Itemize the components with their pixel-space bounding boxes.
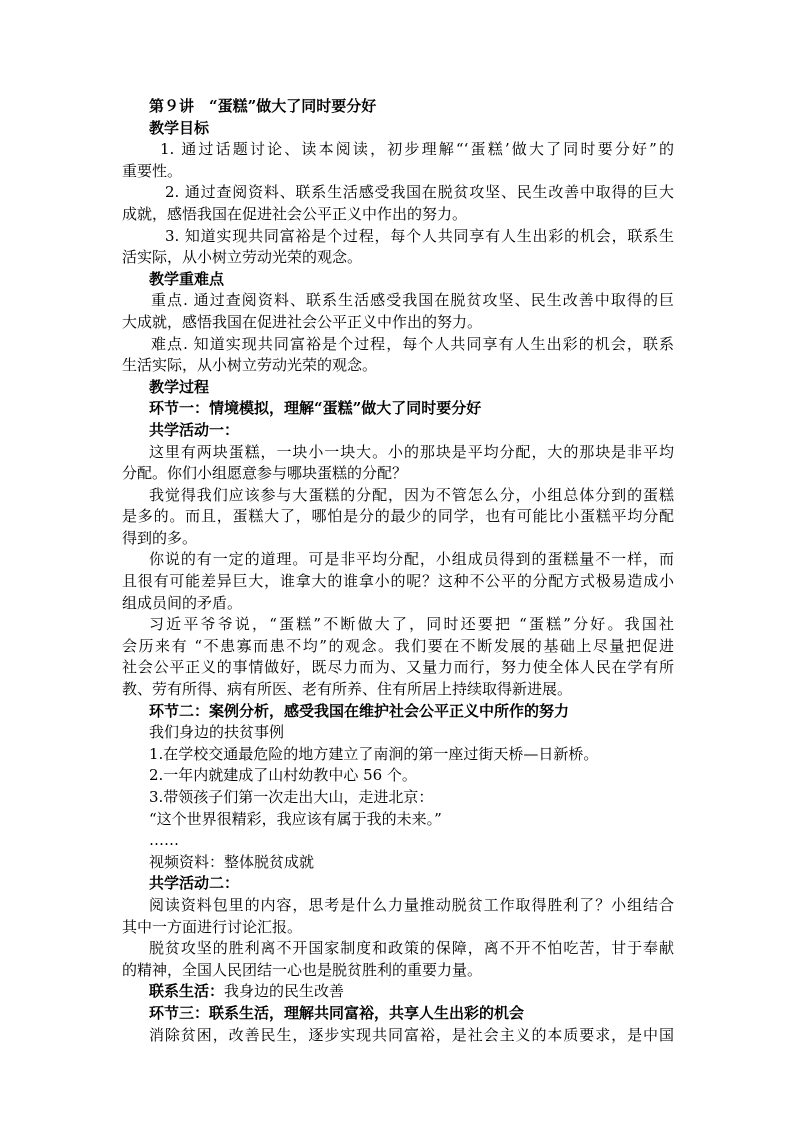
list-item: 3.带领孩子们第一次走出大山，走进北京： (149, 788, 434, 806)
paragraph-line: 视频资料：整体脱贫成就 (149, 852, 315, 871)
paragraph-line: 3. 知道实现共同富裕是个过程，每个人共同享有人生出彩的机会，联系生 (165, 226, 674, 245)
paragraph-line: 大成就，感悟我国在促进社会公平正义中作出的努力。 (122, 312, 483, 331)
paragraph-line: 重点. 通过查阅资料、联系生活感受我国在脱贫攻坚、民生改善中取得的巨 (151, 291, 674, 310)
paragraph-line: 得到的多。 (122, 528, 198, 547)
paragraph-line: 活实际，从小树立劳动光荣的观念。 (122, 248, 363, 267)
section-heading-objectives: 教学目标 (149, 118, 210, 137)
paragraph-line: 2. 通过查阅资料、联系生活感受我国在脱贫攻坚、民生改善中取得的巨大 (165, 183, 674, 202)
step-heading-two: 环节二：案例分析，感受我国在维护社会公平正义中所作的努力 (149, 701, 570, 720)
step-heading-one: 环节一：情境模拟，理解“蛋糕”做大了同时要分好 (149, 399, 482, 418)
paragraph-line: 难点. 知道实现共同富裕是个过程，每个人共同享有人生出彩的机会，联系 (151, 334, 674, 353)
connect-life-label: 联系生活： (149, 982, 225, 1001)
section-heading-key-points: 教学重难点 (149, 269, 225, 288)
paragraph-line: 阅读资料包里的内容，思考是什么力量推动脱贫工作取得胜利了？小组结合 (149, 895, 674, 914)
connect-life-line (122, 981, 674, 1003)
paragraph-line: 我们身边的扶贫事例 (149, 723, 285, 742)
activity-heading-two: 共学活动二： (149, 874, 240, 893)
section-heading-process: 教学过程 (149, 377, 210, 396)
paragraph-line: 分配。你们小组愿意参与哪块蛋糕的分配？ (122, 464, 408, 483)
list-item: 2.一年内就建成了山村幼教中心 56 个。 (149, 766, 417, 785)
paragraph-line: 会历来有 “不患寡而患不均”的观念。我们要在不断发展的基础上尽量把促进 (122, 636, 674, 655)
paragraph-line: 教、劳有所得、病有所医、老有所养、住有所居上持续取得新进展。 (122, 680, 573, 699)
document-page (122, 96, 674, 1046)
paragraph-line: 脱贫攻坚的胜利离不开国家制度和政策的保障，离不开不怕吃苦，甘于奉献 (149, 939, 674, 958)
paragraph-line: 消除贫困，改善民生，逐步实现共同富裕，是社会主义的本质要求，是中国 (149, 1025, 674, 1044)
paragraph-line: 社会公平正义的事情做好，既尽力而为、又量力而行，努力使全体人民在学有所 (122, 658, 674, 677)
paragraph-line: 组成员间的矛盾。 (122, 593, 243, 612)
paragraph-line: 我觉得我们应该参与大蛋糕的分配，因为不管怎么分，小组总体分到的蛋糕 (149, 485, 674, 504)
list-item: 1.在学校交通最危险的地方建立了南涧的第一座过街天桥—日新桥。 (149, 744, 599, 763)
lesson-title: 第９讲 “蛋糕”做大了同时要分好 (149, 97, 377, 115)
connect-life-text: 我身边的民生改善 (224, 982, 345, 1001)
paragraph-line: 重要性。 (122, 161, 183, 180)
paragraph-line: 生活实际，从小树立劳动光荣的观念。 (122, 356, 378, 375)
paragraph-line: 1. 通过话题讨论、读本阅读，初步理解“‘蛋糕’做大了同时要分好”的 (160, 140, 674, 159)
paragraph-line: 这里有两块蛋糕，一块小一块大。小的那块是平均分配，大的那块是非平均 (149, 442, 674, 461)
paragraph-line: 的精神，全国人民团结一心也是脱贫胜利的重要力量。 (122, 960, 483, 979)
paragraph-line: 成就，感悟我国在促进社会公平正义中作出的努力。 (122, 204, 468, 223)
activity-heading-one: 共学活动一： (149, 420, 240, 439)
paragraph-line: 习近平爷爷说，“蛋糕”不断做大了，同时还要把 “蛋糕”分好。我国社 (149, 615, 674, 634)
paragraph-line: 你说的有一定的道理。可是非平均分配，小组成员得到的蛋糕量不一样，而 (149, 550, 674, 569)
paragraph-line: 且很有可能差异巨大，谁拿大的谁拿小的呢？这种不公平的分配方式极易造成小 (122, 572, 674, 591)
step-heading-three: 环节三：联系生活，理解共同富裕，共享人生出彩的机会 (149, 1003, 525, 1022)
paragraph-line: 其中一方面进行讨论汇报。 (122, 917, 303, 936)
quote-line: “这个世界很精彩，我应该有属于我的未来。” (149, 809, 442, 828)
ellipsis-line: …… (149, 831, 179, 850)
paragraph-line: 是多的。而且，蛋糕大了，哪怕是分的最少的同学，也有可能比小蛋糕平均分配 (122, 507, 674, 526)
